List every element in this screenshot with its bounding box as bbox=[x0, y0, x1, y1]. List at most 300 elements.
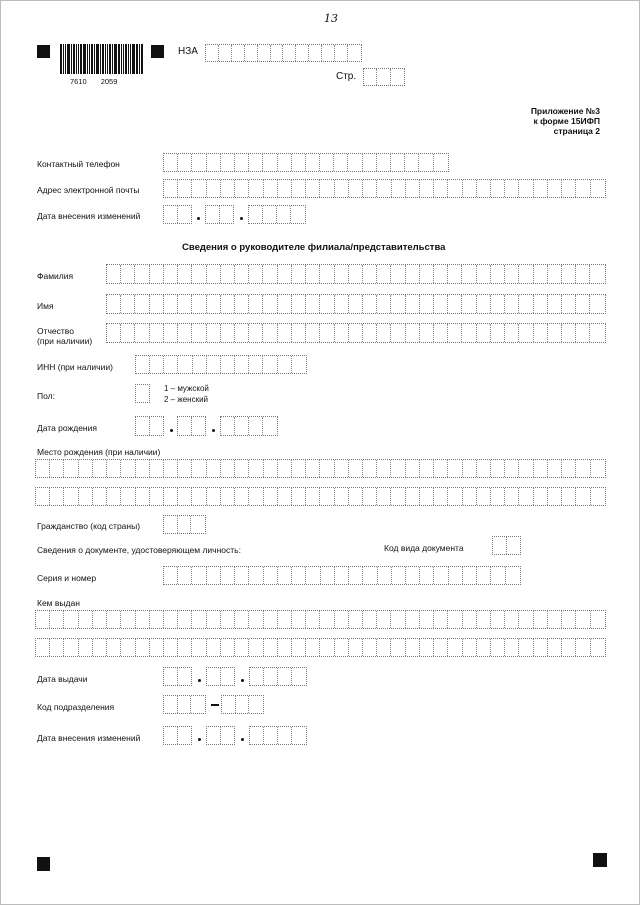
input-cell[interactable] bbox=[150, 611, 164, 628]
input-cell[interactable] bbox=[136, 356, 150, 373]
input-cell[interactable] bbox=[264, 727, 278, 744]
input-cell[interactable] bbox=[150, 639, 164, 656]
input-cell[interactable] bbox=[363, 180, 377, 197]
input-cell[interactable] bbox=[164, 460, 178, 477]
input-cell[interactable] bbox=[150, 417, 164, 435]
input-cell[interactable] bbox=[562, 611, 576, 628]
input-cell[interactable] bbox=[434, 460, 448, 477]
input-cell[interactable] bbox=[249, 180, 263, 197]
input-cell[interactable] bbox=[519, 488, 533, 505]
input-cell[interactable] bbox=[178, 516, 192, 533]
input-cell[interactable] bbox=[207, 180, 221, 197]
input-cell[interactable] bbox=[477, 295, 491, 313]
input-cell[interactable] bbox=[121, 488, 135, 505]
input-cell[interactable] bbox=[306, 567, 320, 584]
input-cell[interactable] bbox=[576, 639, 590, 656]
input-cell[interactable] bbox=[377, 180, 391, 197]
input-cell[interactable] bbox=[363, 611, 377, 628]
input-cell[interactable] bbox=[434, 265, 448, 283]
input-cell[interactable] bbox=[192, 417, 206, 435]
input-cell[interactable] bbox=[150, 460, 164, 477]
input-cell[interactable] bbox=[449, 567, 463, 584]
input-cell[interactable] bbox=[207, 668, 221, 685]
input-cell[interactable] bbox=[292, 356, 306, 373]
input-cell[interactable] bbox=[292, 488, 306, 505]
input-cell[interactable] bbox=[278, 265, 292, 283]
input-cell[interactable] bbox=[505, 324, 519, 342]
input-cell[interactable] bbox=[562, 180, 576, 197]
input-cell[interactable] bbox=[263, 206, 277, 223]
input-cell[interactable] bbox=[263, 356, 277, 373]
input-cell[interactable] bbox=[50, 639, 64, 656]
input-cell[interactable] bbox=[420, 265, 434, 283]
input-cell[interactable] bbox=[306, 295, 320, 313]
input-cell[interactable] bbox=[406, 488, 420, 505]
input-cell[interactable] bbox=[405, 154, 419, 171]
input-cell[interactable] bbox=[36, 611, 50, 628]
input-cell[interactable] bbox=[534, 265, 548, 283]
input-cell[interactable] bbox=[236, 696, 250, 713]
input-cell[interactable] bbox=[590, 265, 604, 283]
input-cell[interactable] bbox=[192, 295, 206, 313]
input-cell[interactable] bbox=[363, 324, 377, 342]
input-cell[interactable] bbox=[107, 611, 121, 628]
input-cell[interactable] bbox=[249, 639, 263, 656]
input-cell[interactable] bbox=[164, 356, 178, 373]
input-cell[interactable] bbox=[50, 488, 64, 505]
input-cell[interactable] bbox=[121, 460, 135, 477]
input-cell[interactable] bbox=[491, 639, 505, 656]
input-cell[interactable] bbox=[420, 488, 434, 505]
input-cell[interactable] bbox=[548, 488, 562, 505]
input-cell[interactable] bbox=[121, 324, 135, 342]
input-cell[interactable] bbox=[178, 180, 192, 197]
input-cell[interactable] bbox=[391, 611, 405, 628]
issued-by-field-line-2[interactable] bbox=[35, 638, 606, 657]
input-cell[interactable] bbox=[391, 460, 405, 477]
input-cell[interactable] bbox=[306, 154, 320, 171]
input-cell[interactable] bbox=[377, 324, 391, 342]
input-cell[interactable] bbox=[178, 639, 192, 656]
input-cell[interactable] bbox=[292, 154, 306, 171]
input-cell[interactable] bbox=[534, 324, 548, 342]
input-cell[interactable] bbox=[135, 324, 149, 342]
input-cell[interactable] bbox=[135, 265, 149, 283]
input-cell[interactable] bbox=[221, 324, 235, 342]
input-cell[interactable] bbox=[107, 639, 121, 656]
input-cell[interactable] bbox=[505, 295, 519, 313]
contact-change-month-field[interactable] bbox=[205, 205, 234, 224]
input-cell[interactable] bbox=[562, 295, 576, 313]
input-cell[interactable] bbox=[150, 295, 164, 313]
input-cell[interactable] bbox=[107, 265, 121, 283]
input-cell[interactable] bbox=[519, 265, 533, 283]
input-cell[interactable] bbox=[406, 611, 420, 628]
birth-day-field[interactable] bbox=[135, 416, 164, 436]
input-cell[interactable] bbox=[335, 324, 349, 342]
input-cell[interactable] bbox=[420, 324, 434, 342]
input-cell[interactable] bbox=[64, 460, 78, 477]
input-cell[interactable] bbox=[406, 639, 420, 656]
input-cell[interactable] bbox=[107, 324, 121, 342]
input-cell[interactable] bbox=[491, 180, 505, 197]
input-cell[interactable] bbox=[463, 180, 477, 197]
input-cell[interactable] bbox=[150, 324, 164, 342]
input-cell[interactable] bbox=[534, 295, 548, 313]
input-cell[interactable] bbox=[364, 69, 377, 85]
input-cell[interactable] bbox=[505, 265, 519, 283]
input-cell[interactable] bbox=[221, 668, 235, 685]
input-cell[interactable] bbox=[207, 324, 221, 342]
page-field[interactable] bbox=[363, 68, 405, 86]
input-cell[interactable] bbox=[591, 180, 605, 197]
input-cell[interactable] bbox=[506, 567, 520, 584]
input-cell[interactable] bbox=[178, 265, 192, 283]
input-cell[interactable] bbox=[406, 324, 420, 342]
input-cell[interactable] bbox=[363, 488, 377, 505]
birth-place-field-line-2[interactable] bbox=[35, 487, 606, 506]
input-cell[interactable] bbox=[178, 567, 192, 584]
input-cell[interactable] bbox=[349, 488, 363, 505]
input-cell[interactable] bbox=[591, 639, 605, 656]
input-cell[interactable] bbox=[519, 180, 533, 197]
input-cell[interactable] bbox=[207, 488, 221, 505]
issue-year-field[interactable] bbox=[249, 667, 307, 686]
input-cell[interactable] bbox=[64, 639, 78, 656]
input-cell[interactable] bbox=[235, 488, 249, 505]
input-cell[interactable] bbox=[249, 417, 263, 435]
input-cell[interactable] bbox=[448, 639, 462, 656]
input-cell[interactable] bbox=[64, 611, 78, 628]
input-cell[interactable] bbox=[320, 154, 334, 171]
input-cell[interactable] bbox=[192, 324, 206, 342]
input-cell[interactable] bbox=[221, 356, 235, 373]
input-cell[interactable] bbox=[264, 460, 278, 477]
input-cell[interactable] bbox=[249, 460, 263, 477]
input-cell[interactable] bbox=[178, 668, 192, 685]
input-cell[interactable] bbox=[135, 295, 149, 313]
input-cell[interactable] bbox=[406, 460, 420, 477]
sex-field[interactable] bbox=[135, 384, 150, 403]
input-cell[interactable] bbox=[420, 295, 434, 313]
input-cell[interactable] bbox=[491, 460, 505, 477]
input-cell[interactable] bbox=[164, 488, 178, 505]
input-cell[interactable] bbox=[391, 295, 405, 313]
input-cell[interactable] bbox=[264, 611, 278, 628]
input-cell[interactable] bbox=[193, 356, 207, 373]
input-cell[interactable] bbox=[493, 537, 507, 554]
input-cell[interactable] bbox=[463, 488, 477, 505]
input-cell[interactable] bbox=[263, 265, 277, 283]
input-cell[interactable] bbox=[221, 295, 235, 313]
input-cell[interactable] bbox=[519, 295, 533, 313]
input-cell[interactable] bbox=[192, 488, 206, 505]
input-cell[interactable] bbox=[263, 154, 277, 171]
input-cell[interactable] bbox=[235, 180, 249, 197]
input-cell[interactable] bbox=[320, 324, 334, 342]
input-cell[interactable] bbox=[463, 611, 477, 628]
input-cell[interactable] bbox=[249, 206, 263, 223]
input-cell[interactable] bbox=[477, 488, 491, 505]
input-cell[interactable] bbox=[377, 69, 390, 85]
input-cell[interactable] bbox=[292, 295, 306, 313]
input-cell[interactable] bbox=[221, 488, 235, 505]
input-cell[interactable] bbox=[207, 567, 221, 584]
input-cell[interactable] bbox=[206, 206, 220, 223]
input-cell[interactable] bbox=[406, 295, 420, 313]
input-cell[interactable] bbox=[192, 567, 206, 584]
input-cell[interactable] bbox=[249, 567, 263, 584]
input-cell[interactable] bbox=[505, 611, 519, 628]
input-cell[interactable] bbox=[164, 180, 178, 197]
input-cell[interactable] bbox=[335, 295, 349, 313]
input-cell[interactable] bbox=[491, 295, 505, 313]
input-cell[interactable] bbox=[335, 45, 348, 61]
input-cell[interactable] bbox=[50, 611, 64, 628]
input-cell[interactable] bbox=[235, 567, 249, 584]
input-cell[interactable] bbox=[335, 639, 349, 656]
input-cell[interactable] bbox=[136, 417, 150, 435]
input-cell[interactable] bbox=[306, 180, 320, 197]
input-cell[interactable] bbox=[235, 356, 249, 373]
input-cell[interactable] bbox=[79, 488, 93, 505]
input-cell[interactable] bbox=[448, 611, 462, 628]
input-cell[interactable] bbox=[249, 154, 263, 171]
input-cell[interactable] bbox=[250, 727, 264, 744]
input-cell[interactable] bbox=[221, 727, 235, 744]
input-cell[interactable] bbox=[377, 460, 391, 477]
input-cell[interactable] bbox=[309, 45, 322, 61]
input-cell[interactable] bbox=[249, 488, 263, 505]
input-cell[interactable] bbox=[192, 460, 206, 477]
input-cell[interactable] bbox=[377, 265, 391, 283]
input-cell[interactable] bbox=[164, 639, 178, 656]
input-cell[interactable] bbox=[491, 611, 505, 628]
input-cell[interactable] bbox=[406, 180, 420, 197]
input-cell[interactable] bbox=[235, 154, 249, 171]
input-cell[interactable] bbox=[505, 180, 519, 197]
input-cell[interactable] bbox=[519, 460, 533, 477]
input-cell[interactable] bbox=[576, 295, 590, 313]
input-cell[interactable] bbox=[292, 324, 306, 342]
input-cell[interactable] bbox=[292, 668, 306, 685]
input-cell[interactable] bbox=[434, 611, 448, 628]
phone-field[interactable] bbox=[163, 153, 449, 172]
input-cell[interactable] bbox=[292, 639, 306, 656]
input-cell[interactable] bbox=[245, 45, 258, 61]
input-cell[interactable] bbox=[576, 265, 590, 283]
input-cell[interactable] bbox=[164, 696, 178, 713]
issued-by-field-line-1[interactable] bbox=[35, 610, 606, 629]
input-cell[interactable] bbox=[420, 639, 434, 656]
input-cell[interactable] bbox=[591, 611, 605, 628]
input-cell[interactable] bbox=[178, 696, 192, 713]
input-cell[interactable] bbox=[121, 265, 135, 283]
input-cell[interactable] bbox=[477, 611, 491, 628]
input-cell[interactable] bbox=[264, 639, 278, 656]
surname-field[interactable] bbox=[106, 264, 606, 284]
input-cell[interactable] bbox=[249, 696, 263, 713]
input-cell[interactable] bbox=[178, 488, 192, 505]
input-cell[interactable] bbox=[576, 460, 590, 477]
birth-month-field[interactable] bbox=[177, 416, 206, 436]
input-cell[interactable] bbox=[258, 45, 271, 61]
input-cell[interactable] bbox=[519, 324, 533, 342]
input-cell[interactable] bbox=[220, 206, 234, 223]
input-cell[interactable] bbox=[136, 460, 150, 477]
input-cell[interactable] bbox=[292, 460, 306, 477]
input-cell[interactable] bbox=[178, 460, 192, 477]
input-cell[interactable] bbox=[320, 639, 334, 656]
input-cell[interactable] bbox=[296, 45, 309, 61]
input-cell[interactable] bbox=[349, 180, 363, 197]
input-cell[interactable] bbox=[392, 567, 406, 584]
issue-month-field[interactable] bbox=[206, 667, 235, 686]
input-cell[interactable] bbox=[178, 727, 192, 744]
input-cell[interactable] bbox=[235, 295, 249, 313]
input-cell[interactable] bbox=[392, 180, 406, 197]
input-cell[interactable] bbox=[420, 611, 434, 628]
input-cell[interactable] bbox=[377, 639, 391, 656]
input-cell[interactable] bbox=[477, 265, 491, 283]
input-cell[interactable] bbox=[136, 385, 149, 402]
input-cell[interactable] bbox=[320, 265, 334, 283]
input-cell[interactable] bbox=[164, 265, 178, 283]
input-cell[interactable] bbox=[434, 639, 448, 656]
input-cell[interactable] bbox=[278, 324, 292, 342]
input-cell[interactable] bbox=[306, 265, 320, 283]
input-cell[interactable] bbox=[448, 488, 462, 505]
input-cell[interactable] bbox=[178, 295, 192, 313]
input-cell[interactable] bbox=[463, 460, 477, 477]
input-cell[interactable] bbox=[235, 324, 249, 342]
input-cell[interactable] bbox=[419, 154, 433, 171]
input-cell[interactable] bbox=[164, 668, 178, 685]
doc-type-field[interactable] bbox=[492, 536, 521, 555]
input-cell[interactable] bbox=[463, 567, 477, 584]
input-cell[interactable] bbox=[191, 696, 205, 713]
input-cell[interactable] bbox=[178, 206, 192, 223]
input-cell[interactable] bbox=[264, 668, 278, 685]
input-cell[interactable] bbox=[207, 265, 221, 283]
input-cell[interactable] bbox=[136, 639, 150, 656]
input-cell[interactable] bbox=[349, 460, 363, 477]
input-cell[interactable] bbox=[192, 611, 206, 628]
input-cell[interactable] bbox=[107, 460, 121, 477]
input-cell[interactable] bbox=[249, 611, 263, 628]
input-cell[interactable] bbox=[434, 154, 448, 171]
input-cell[interactable] bbox=[462, 265, 476, 283]
input-cell[interactable] bbox=[548, 639, 562, 656]
input-cell[interactable] bbox=[221, 611, 235, 628]
input-cell[interactable] bbox=[164, 206, 178, 223]
input-cell[interactable] bbox=[349, 265, 363, 283]
input-cell[interactable] bbox=[463, 639, 477, 656]
input-cell[interactable] bbox=[363, 567, 377, 584]
input-cell[interactable] bbox=[562, 265, 576, 283]
input-cell[interactable] bbox=[505, 639, 519, 656]
input-cell[interactable] bbox=[576, 611, 590, 628]
input-cell[interactable] bbox=[221, 460, 235, 477]
input-cell[interactable] bbox=[434, 180, 448, 197]
contact-change-day-field[interactable] bbox=[163, 205, 192, 224]
input-cell[interactable] bbox=[562, 488, 576, 505]
input-cell[interactable] bbox=[283, 45, 296, 61]
input-cell[interactable] bbox=[434, 295, 448, 313]
input-cell[interactable] bbox=[349, 295, 363, 313]
input-cell[interactable] bbox=[235, 639, 249, 656]
input-cell[interactable] bbox=[207, 460, 221, 477]
input-cell[interactable] bbox=[50, 460, 64, 477]
input-cell[interactable] bbox=[292, 265, 306, 283]
input-cell[interactable] bbox=[320, 460, 334, 477]
input-cell[interactable] bbox=[192, 265, 206, 283]
input-cell[interactable] bbox=[477, 324, 491, 342]
input-cell[interactable] bbox=[278, 611, 292, 628]
input-cell[interactable] bbox=[322, 45, 335, 61]
input-cell[interactable] bbox=[378, 567, 392, 584]
input-cell[interactable] bbox=[136, 488, 150, 505]
input-cell[interactable] bbox=[263, 295, 277, 313]
birth-year-field[interactable] bbox=[220, 416, 278, 436]
input-cell[interactable] bbox=[291, 206, 305, 223]
head-change-month-field[interactable] bbox=[206, 726, 235, 745]
input-cell[interactable] bbox=[207, 639, 221, 656]
input-cell[interactable] bbox=[93, 639, 107, 656]
input-cell[interactable] bbox=[278, 668, 292, 685]
input-cell[interactable] bbox=[264, 488, 278, 505]
input-cell[interactable] bbox=[420, 180, 434, 197]
input-cell[interactable] bbox=[292, 180, 306, 197]
input-cell[interactable] bbox=[406, 265, 420, 283]
input-cell[interactable] bbox=[278, 295, 292, 313]
input-cell[interactable] bbox=[306, 324, 320, 342]
input-cell[interactable] bbox=[164, 154, 178, 171]
input-cell[interactable] bbox=[306, 639, 320, 656]
input-cell[interactable] bbox=[420, 567, 434, 584]
input-cell[interactable] bbox=[150, 265, 164, 283]
input-cell[interactable] bbox=[348, 45, 361, 61]
input-cell[interactable] bbox=[292, 611, 306, 628]
input-cell[interactable] bbox=[477, 639, 491, 656]
input-cell[interactable] bbox=[150, 356, 164, 373]
input-cell[interactable] bbox=[334, 154, 348, 171]
input-cell[interactable] bbox=[576, 180, 590, 197]
input-cell[interactable] bbox=[264, 567, 278, 584]
input-cell[interactable] bbox=[249, 295, 263, 313]
input-cell[interactable] bbox=[534, 488, 548, 505]
contact-change-year-field[interactable] bbox=[248, 205, 306, 224]
input-cell[interactable] bbox=[235, 417, 249, 435]
input-cell[interactable] bbox=[271, 45, 284, 61]
input-cell[interactable] bbox=[93, 460, 107, 477]
division-code-part-2[interactable] bbox=[221, 695, 264, 714]
input-cell[interactable] bbox=[36, 460, 50, 477]
input-cell[interactable] bbox=[335, 460, 349, 477]
input-cell[interactable] bbox=[263, 324, 277, 342]
input-cell[interactable] bbox=[448, 324, 462, 342]
input-cell[interactable] bbox=[391, 639, 405, 656]
input-cell[interactable] bbox=[36, 639, 50, 656]
input-cell[interactable] bbox=[264, 180, 278, 197]
input-cell[interactable] bbox=[79, 639, 93, 656]
input-cell[interactable] bbox=[363, 265, 377, 283]
input-cell[interactable] bbox=[377, 488, 391, 505]
input-cell[interactable] bbox=[448, 265, 462, 283]
input-cell[interactable] bbox=[591, 460, 605, 477]
input-cell[interactable] bbox=[235, 265, 249, 283]
input-cell[interactable] bbox=[519, 639, 533, 656]
